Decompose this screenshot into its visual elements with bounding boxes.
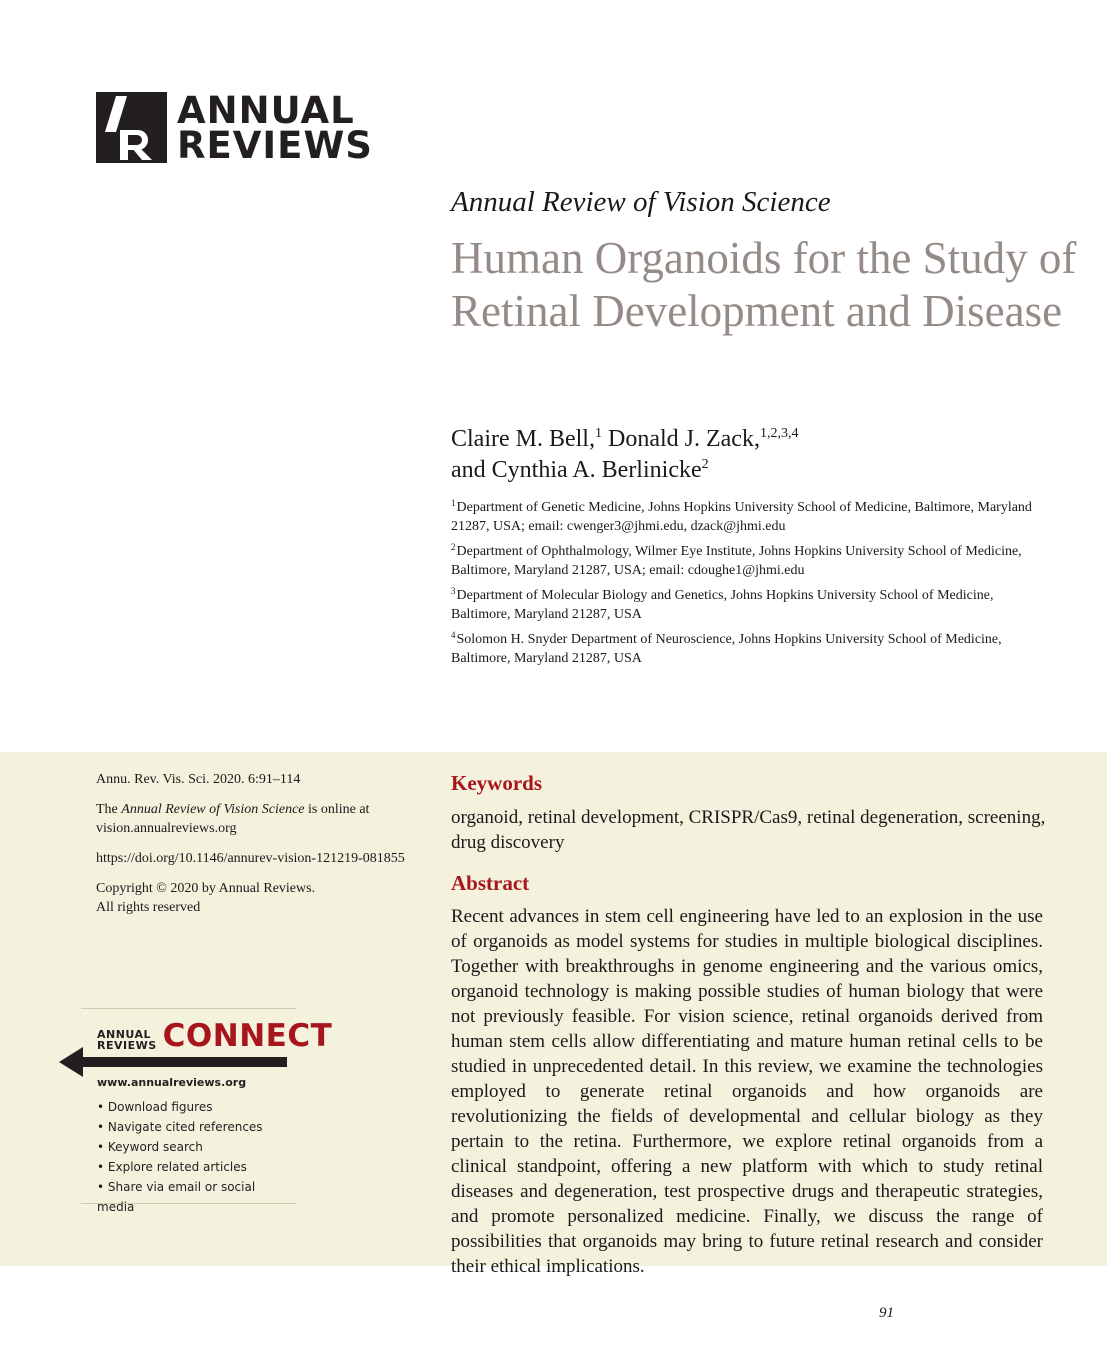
- connect-brand-line-1: ANNUAL: [97, 1028, 152, 1041]
- online-notice-post: is online at vision.annualreviews.org: [96, 802, 370, 836]
- journal-name: Annual Review of Vision Science: [451, 186, 831, 218]
- article-metadata: [96, 770, 406, 928]
- affiliation-item: [451, 586, 1051, 624]
- author-affiliation-marker: 1: [594, 426, 602, 441]
- author-affiliation-marker: 2: [701, 457, 709, 472]
- copyright-line-2: All rights reserved: [96, 900, 201, 915]
- author-name: Claire M. Bell,: [451, 426, 595, 452]
- affiliation-item: [451, 542, 1051, 580]
- affiliation-number: 1: [451, 498, 456, 508]
- connect-url[interactable]: www.annualreviews.org: [97, 1076, 247, 1089]
- connect-feature-item: • Keyword search: [97, 1137, 296, 1157]
- article-title: Human Organoids for the Study of Retinal Development and Disease: [451, 233, 1077, 336]
- affiliation-item: [451, 498, 1051, 536]
- arrow-left-icon: [59, 1045, 287, 1079]
- logo-line-2: REVIEWS: [177, 123, 373, 167]
- affiliation-number: 3: [451, 586, 456, 596]
- annual-reviews-logo: [96, 88, 373, 167]
- abstract-text: Recent advances in stem cell engineering have led to an explosion in the use of organoids as model systems for studies in multiple biological disciplines. Together with breakthroughs in genome engineering and the various omics, organoid technology is making possible studies of human biology that were not previously feasible. For vision science, retinal organoids derived from human stem cells allow differentiating and mature human retinal cells to be studied in unprecedented detail. In this review, we examine the technologies employed to generate retinal organoids and how organoids are revolutionizing the fields of developmental and cellular biology as they pertain to the retina. Furthermore, we explore retinal organoids from a clinical standpoint, offering a new platform with which to study retinal diseases and degeneration, test prospective drugs and therapeutic strategies, and promote personalized medicine. Finally, we discuss the range of possibilities that organoids may bring to future retinal research and consider their ethical implications.: [451, 906, 1043, 1277]
- copyright: [96, 879, 406, 917]
- affiliation-item: [451, 630, 1051, 668]
- citation: Annu. Rev. Vis. Sci. 2020. 6:91–114: [96, 772, 301, 787]
- affiliation-number: 2: [451, 542, 456, 552]
- connect-feature-item: • Download figures: [97, 1097, 296, 1117]
- online-notice: [96, 800, 406, 838]
- connect-features: [97, 1097, 296, 1217]
- keywords-text: organoid, retinal development, CRISPR/Cas9, retinal degeneration, screening, drug discovery: [451, 807, 1046, 853]
- affiliation-text: Department of Molecular Biology and Genetics, Johns Hopkins University School of Medicine, Baltimore, Maryland 21287, USA: [451, 588, 994, 622]
- affiliation-number: 4: [451, 630, 456, 640]
- connect-feature-item: • Explore related articles: [97, 1157, 296, 1177]
- author-list: [451, 424, 1071, 486]
- abstract-heading: Abstract: [451, 871, 530, 895]
- affiliation-text: Department of Ophthalmology, Wilmer Eye Institute, Johns Hopkins University School of Medicine, Baltimore, Maryland 21287, USA; email: cdoughe1@jhmi.edu: [451, 544, 1022, 578]
- author-name: Donald J. Zack,: [607, 426, 760, 452]
- connect-title: CONNECT: [162, 1018, 333, 1054]
- author-name: and Cynthia A. Berlinicke: [451, 457, 702, 483]
- connect-feature-item: • Navigate cited references: [97, 1117, 296, 1137]
- copyright-line-1: Copyright © 2020 by Annual Reviews.: [96, 881, 316, 896]
- connect-feature-item: • Share via email or social media: [97, 1177, 296, 1217]
- affiliation-text: Department of Genetic Medicine, Johns Hopkins University School of Medicine, Baltimore, Maryland 21287, USA; email: cwenger3@jhmi.edu, dzack@jhmi.edu: [451, 500, 1032, 534]
- page-number: 91: [879, 1305, 894, 1321]
- affiliation-text: Solomon H. Snyder Department of Neuroscience, Johns Hopkins University School of Medicine, Baltimore, Maryland 21287, USA: [451, 632, 1002, 666]
- online-notice-pre: The: [96, 802, 122, 817]
- connect-box: [81, 1008, 333, 1214]
- logo-wordmark: [177, 88, 373, 167]
- keywords-heading: Keywords: [451, 771, 542, 795]
- connect-brand-line-2: REVIEWS: [97, 1039, 157, 1052]
- affiliations: [451, 498, 1051, 674]
- doi-link[interactable]: https://doi.org/10.1146/annurev-vision-121219-081855: [96, 851, 405, 866]
- author-affiliation-marker: 1,2,3,4: [759, 426, 799, 441]
- logo-line-1: ANNUAL: [177, 88, 355, 132]
- online-notice-journal: Annual Review of Vision Science: [121, 802, 305, 817]
- ar-logo-mark-icon: [96, 92, 167, 163]
